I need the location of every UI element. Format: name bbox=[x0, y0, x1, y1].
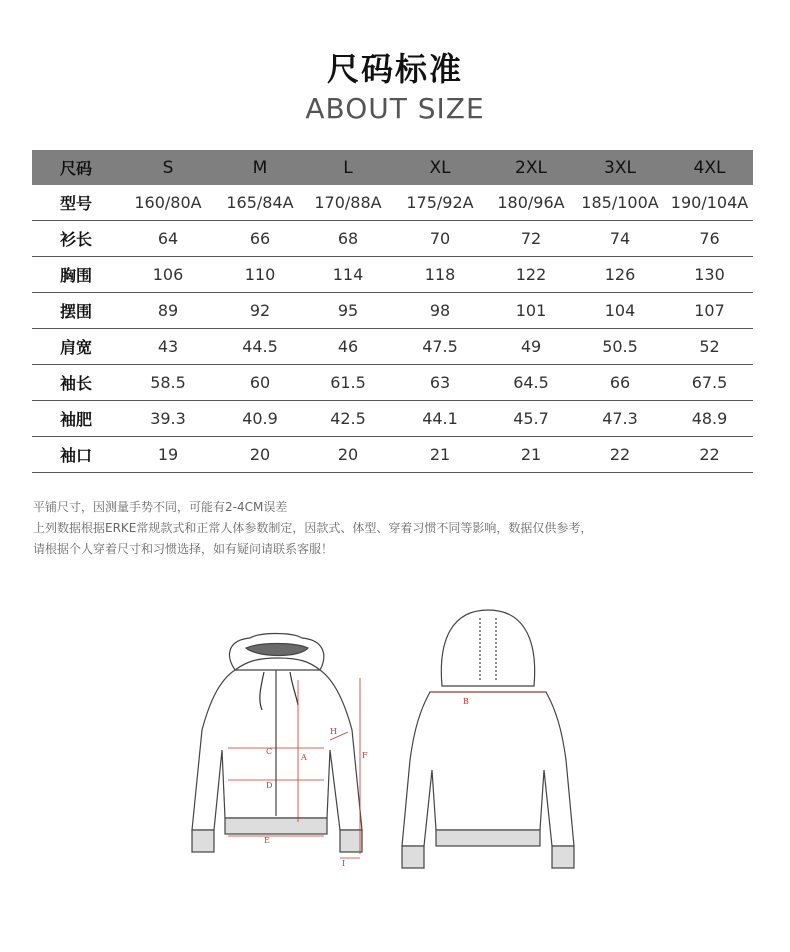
table-cell: 175/92A bbox=[392, 185, 488, 221]
table-header-cell: S bbox=[162, 157, 174, 178]
page-subtitle: ABOUT SIZE bbox=[305, 92, 485, 125]
table-cell: 22 bbox=[574, 437, 666, 473]
table-cell: 58.5 bbox=[120, 365, 216, 401]
table-cell: 21 bbox=[392, 437, 488, 473]
table-cell: 47.3 bbox=[574, 401, 666, 437]
table-cell: 104 bbox=[574, 293, 666, 329]
hoodie-measurement-diagram bbox=[180, 600, 600, 880]
measure-label-h: H bbox=[330, 727, 337, 736]
table-row-label: 衫长 bbox=[32, 221, 120, 257]
size-notes bbox=[33, 497, 753, 560]
note-line: 上列数据根据ERKE常规款式和正常人体参数制定，因款式、体型、穿着习惯不同等影响，数据仅供参考， bbox=[33, 521, 593, 535]
table-cell: 126 bbox=[574, 257, 666, 293]
table-cell: 49 bbox=[488, 329, 574, 365]
hoodie-front-illustration bbox=[192, 634, 362, 853]
table-row-label: 袖长 bbox=[32, 365, 120, 401]
table-row bbox=[32, 221, 753, 257]
table-cell: 63 bbox=[392, 365, 488, 401]
table-cell: 92 bbox=[216, 293, 304, 329]
table-cell: 106 bbox=[120, 257, 216, 293]
table-cell: 44.1 bbox=[392, 401, 488, 437]
table-cell: 60 bbox=[216, 365, 304, 401]
table-row bbox=[32, 185, 753, 221]
table-cell: 67.5 bbox=[666, 365, 753, 401]
hoodie-back-illustration bbox=[402, 610, 574, 868]
table-row-label: 袖口 bbox=[32, 437, 120, 473]
table-cell: 70 bbox=[392, 221, 488, 257]
table-cell: 48.9 bbox=[666, 401, 753, 437]
table-cell: 72 bbox=[488, 221, 574, 257]
table-cell: 114 bbox=[304, 257, 392, 293]
table-row bbox=[32, 365, 753, 401]
measure-label-e: E bbox=[264, 836, 270, 845]
table-cell: 95 bbox=[304, 293, 392, 329]
table-cell: 61.5 bbox=[304, 365, 392, 401]
table-cell: 160/80A bbox=[120, 185, 216, 221]
table-header-cell: 2XL bbox=[515, 157, 547, 178]
table-row-label: 摆围 bbox=[32, 293, 120, 329]
table-cell: 130 bbox=[666, 257, 753, 293]
measure-label-b: B bbox=[463, 697, 469, 706]
table-cell: 66 bbox=[574, 365, 666, 401]
table-cell: 20 bbox=[216, 437, 304, 473]
table-cell: 43 bbox=[120, 329, 216, 365]
measure-label-f: F bbox=[362, 751, 368, 760]
table-cell: 66 bbox=[216, 221, 304, 257]
table-cell: 39.3 bbox=[120, 401, 216, 437]
table-cell: 165/84A bbox=[216, 185, 304, 221]
table-cell: 89 bbox=[120, 293, 216, 329]
table-header-row bbox=[32, 150, 753, 185]
table-cell: 122 bbox=[488, 257, 574, 293]
table-cell: 68 bbox=[304, 221, 392, 257]
table-cell: 107 bbox=[666, 293, 753, 329]
table-cell: 76 bbox=[666, 221, 753, 257]
table-row bbox=[32, 401, 753, 437]
table-header-cell: M bbox=[252, 157, 268, 178]
table-row-label: 型号 bbox=[32, 185, 120, 221]
page-title: 尺码标准 bbox=[326, 50, 463, 88]
table-cell: 45.7 bbox=[488, 401, 574, 437]
measure-label-a: A bbox=[301, 753, 307, 762]
table-row bbox=[32, 329, 753, 365]
table-cell: 20 bbox=[304, 437, 392, 473]
table-cell: 52 bbox=[666, 329, 753, 365]
table-cell: 21 bbox=[488, 437, 574, 473]
table-header-cell: 尺码 bbox=[59, 159, 92, 178]
size-chart-table bbox=[32, 150, 753, 473]
table-row bbox=[32, 293, 753, 329]
table-cell: 98 bbox=[392, 293, 488, 329]
table-cell: 170/88A bbox=[304, 185, 392, 221]
table-cell: 22 bbox=[666, 437, 753, 473]
table-cell: 190/104A bbox=[666, 185, 753, 221]
measure-label-i: I bbox=[342, 859, 346, 868]
table-cell: 46 bbox=[304, 329, 392, 365]
table-cell: 180/96A bbox=[488, 185, 574, 221]
table-cell: 110 bbox=[216, 257, 304, 293]
table-cell: 40.9 bbox=[216, 401, 304, 437]
note-line: 请根据个人穿着尺寸和习惯选择，如有疑问请联系客服！ bbox=[33, 542, 334, 556]
table-header-cell: 3XL bbox=[604, 157, 636, 178]
measure-label-d: D bbox=[266, 781, 273, 790]
table-row-label: 袖肥 bbox=[32, 401, 120, 437]
table-cell: 42.5 bbox=[304, 401, 392, 437]
table-row bbox=[32, 257, 753, 293]
measure-label-c: C bbox=[266, 747, 273, 756]
table-cell: 64 bbox=[120, 221, 216, 257]
note-line: 平铺尺寸，因测量手势不同，可能有2-4CM误差 bbox=[33, 500, 288, 514]
table-cell: 118 bbox=[392, 257, 488, 293]
table-row-label: 胸围 bbox=[32, 257, 120, 293]
table-cell: 64.5 bbox=[488, 365, 574, 401]
table-cell: 50.5 bbox=[574, 329, 666, 365]
table-header-cell: XL bbox=[429, 157, 451, 178]
table-row-label: 肩宽 bbox=[32, 329, 120, 365]
table-header-cell: L bbox=[343, 157, 353, 178]
table-header-cell: 4XL bbox=[693, 157, 726, 178]
table-cell: 47.5 bbox=[392, 329, 488, 365]
table-cell: 19 bbox=[120, 437, 216, 473]
table-row bbox=[32, 437, 753, 473]
table-cell: 44.5 bbox=[216, 329, 304, 365]
table-cell: 101 bbox=[488, 293, 574, 329]
table-cell: 185/100A bbox=[574, 185, 666, 221]
table-cell: 74 bbox=[574, 221, 666, 257]
